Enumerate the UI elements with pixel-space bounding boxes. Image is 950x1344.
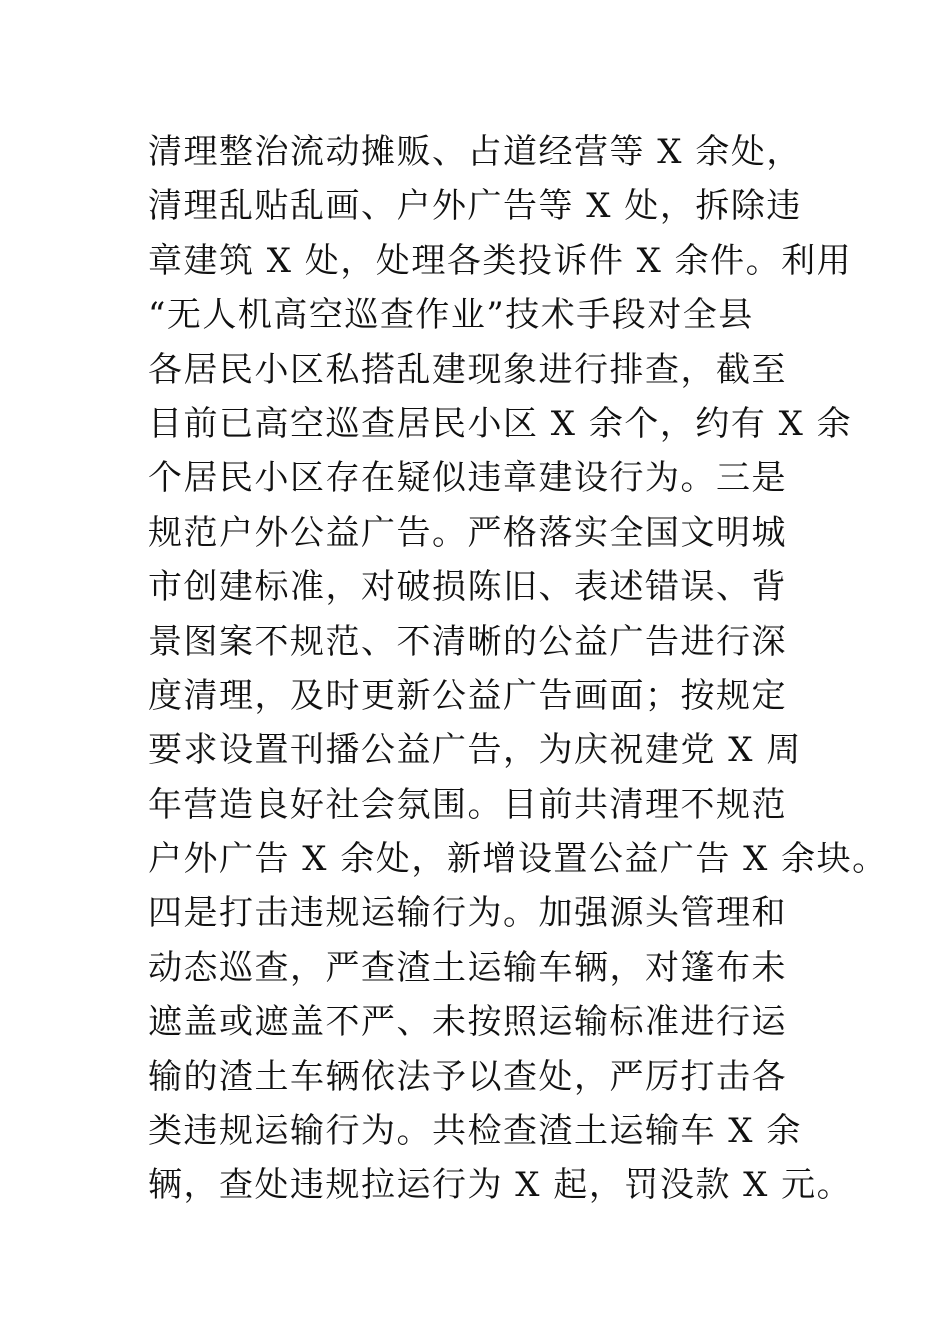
text-line: 景图案不规范、不清晰的公益广告进行深 (148, 621, 787, 662)
text-line: 年营造良好社会氛围。目前共清理不规范 (148, 784, 787, 825)
body-text (148, 125, 888, 1213)
text-line: 各居民小区私搭乱建现象进行排查，截至 (148, 349, 787, 390)
text-line: 输的渣土车辆依法予以查处，严厉打击各 (148, 1056, 787, 1097)
text-line: 市创建标准，对破损陈旧、表述错误、背 (148, 567, 787, 608)
text-line: 户外广告 X 余处，新增设置公益广告 X 余块。 (148, 839, 888, 880)
text-line: 章建筑 X 处，处理各类投诉件 X 余件。利用 (148, 240, 853, 281)
text-line: 类违规运输行为。共检查渣土运输车 X 余 (148, 1111, 802, 1152)
text-line: 目前已高空巡查居民小区 X 余个，约有 X 余 (148, 403, 853, 444)
text-line: 要求设置刊播公益广告，为庆祝建党 X 周 (148, 730, 802, 771)
text-line: 遮盖或遮盖不严、未按照运输标准进行运 (148, 1002, 787, 1043)
text-line: “无人机高空巡查作业”技术手段对全县 (148, 295, 754, 336)
text-line: 清理乱贴乱画、户外广告等 X 处，拆除违 (148, 186, 802, 227)
text-line: 辆，查处违规拉运行为 X 起，罚没款 X 元。 (148, 1165, 853, 1206)
text-line: 度清理，及时更新公益广告画面；按规定 (148, 675, 787, 716)
text-line: 个居民小区存在疑似违章建设行为。三是 (148, 458, 787, 499)
text-line: 四是打击违规运输行为。加强源头管理和 (148, 893, 787, 934)
text-line: 规范户外公益广告。严格落实全国文明城 (148, 512, 787, 553)
text-line: 动态巡查，严查渣土运输车辆，对篷布未 (148, 947, 787, 988)
text-line: 清理整治流动摊贩、占道经营等 X 余处， (148, 132, 802, 172)
